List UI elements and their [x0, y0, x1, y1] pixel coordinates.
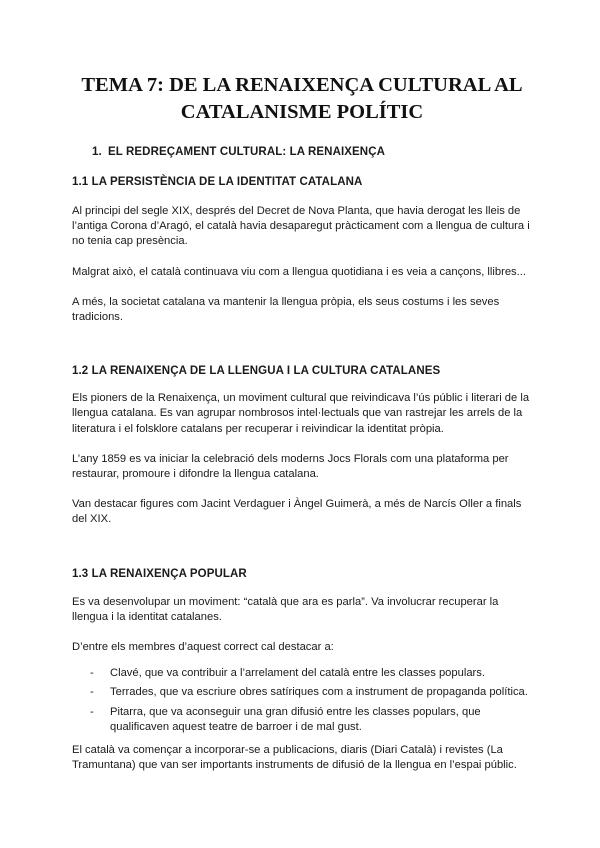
paragraph-1-3-closing: El català va començar a incorporar-se a publicacions, diaris (Diari Català) i revistes (La Tramuntana) que van ser importants instruments de difusió de la llengua en l’espai públic. — [72, 744, 517, 772]
subsection-1-1-heading: 1.1 LA PERSISTÈNCIA DE LA IDENTITAT CATALANA — [72, 176, 363, 188]
list-item-text: Terrades, que va escriure obres satíriques com a instrument de propaganda política. — [110, 686, 528, 699]
paragraph-1-1-a: Al principi del segle XIX, després del Decret de Nova Planta, que havia derogat les lleis de l’antiga Corona d’Aragó, el català havia desaparegut pràcticament com a llengua de cultura i no tenia cap presència. — [72, 205, 530, 248]
paragraph-1-2-a: Els pioners de la Renaixença, un moviment cultural que reivindicava l’ús públic i literari de la llengua catalana. Es van agrupar nombrosos intel·lectuals que van rastrejar les arrels de la literatura i el folsklore catalans per recuperar i reivindicar la identitat pròpia. — [72, 392, 530, 435]
document-page — [72, 72, 532, 773]
bullet-dash: - — [90, 705, 94, 718]
title-line-2: CATALANISME POLÍTIC — [180, 101, 424, 123]
paragraph-1-3-intro: Es va desenvolupar un moviment: “català que ara es parla”. Va involucrar recuperar la llengua i la identitat catalanes. — [72, 595, 499, 623]
paragraph-1-3-lead: D’entre els membres d’aquest correct cal destacar a: — [72, 641, 334, 654]
bullet-dash: - — [90, 686, 94, 699]
section-1-number: 1. — [92, 146, 102, 158]
list-item-text: Clavé, que va contribuir a l’arrelament del català entre les classes populars. — [110, 667, 485, 680]
document-title — [72, 72, 532, 126]
paragraph-1-2-c: Van destacar figures com Jacint Verdaguer i Àngel Guimerà, a més de Narcís Oller a finals del XIX. — [72, 498, 522, 526]
list-item-text: Pitarra, que va aconseguir una gran difusió entre les classes populars, que qualificaven aquest teatre de barroer i de mal gust. — [110, 705, 481, 733]
title-line-1: TEMA 7: DE LA RENAIXENÇA CULTURAL AL — [81, 74, 523, 96]
members-list — [72, 666, 532, 735]
list-item — [72, 685, 532, 700]
paragraph-1-2-b: L’any 1859 es va iniciar la celebració dels moderns Jocs Florals com una plataforma per restaurar, promoure i difondre la llengua catalana. — [72, 452, 509, 481]
list-item — [72, 705, 532, 735]
section-1-heading — [72, 146, 532, 158]
subsection-1-2-heading: 1.2 LA RENAIXENÇA DE LA LLENGUA I LA CULTURA CATALANES — [72, 365, 441, 378]
paragraph-1-1-c: A més, la societat catalana va mantenir la llengua pròpia, els seus costums i les seves tradicions. — [72, 295, 500, 324]
list-item — [72, 666, 532, 681]
section-1-title: EL REDREÇAMENT CULTURAL: LA RENAIXENÇA — [108, 146, 386, 158]
bullet-dash: - — [90, 667, 94, 680]
subsection-1-3-heading: 1.3 LA RENAIXENÇA POPULAR — [72, 567, 247, 580]
paragraph-1-1-b: Malgrat això, el català continuava viu com a llengua quotidiana i es veia a cançons, llibres... — [72, 265, 526, 278]
